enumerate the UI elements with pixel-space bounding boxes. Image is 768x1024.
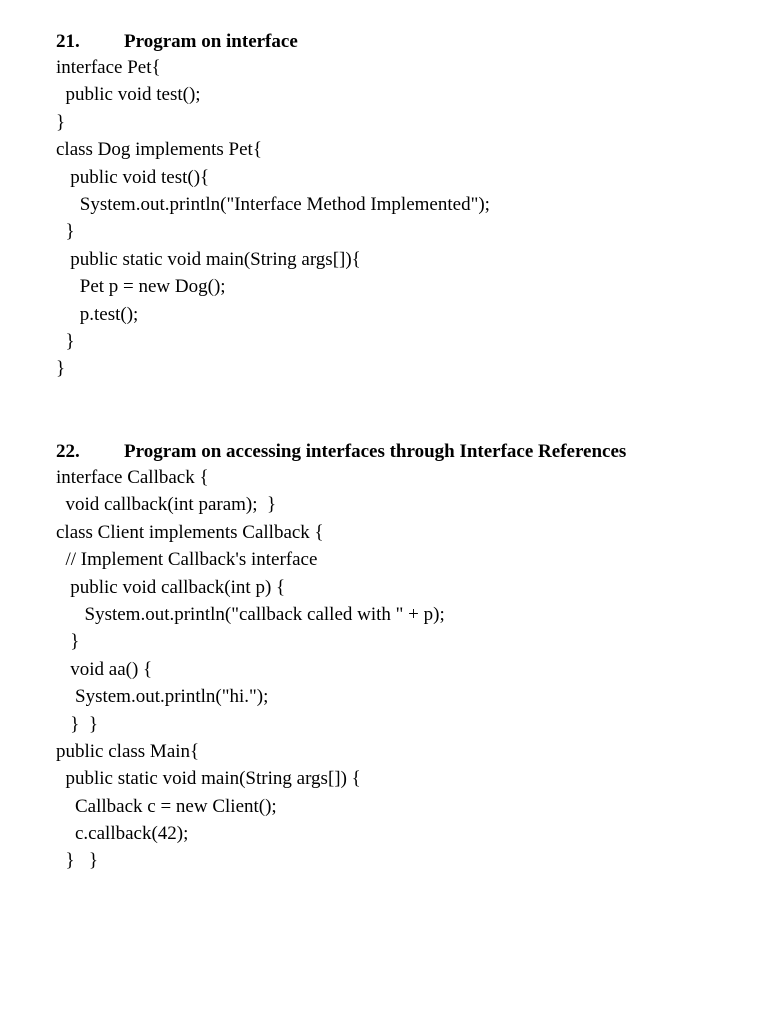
program-22-title: Program on accessing interfaces through Interface References [124, 441, 627, 462]
code-line: } [56, 358, 66, 380]
code-line: public void callback(int p) { [56, 576, 286, 598]
program-21-title: Program on interface [124, 31, 298, 52]
code-line: void aa() { [56, 658, 153, 680]
program-21-number: 21. [56, 31, 80, 52]
code-line: interface Callback { [56, 467, 209, 488]
code-line: public void test(); [56, 84, 201, 106]
code-line: System.out.println("callback called with " + p); [56, 603, 445, 625]
code-line: // Implement Callback's interface [56, 549, 318, 571]
code-line: c.callback(42); [56, 823, 189, 845]
code-line: Callback c = new Client(); [56, 795, 277, 817]
code-line: System.out.println("hi."); [56, 686, 269, 708]
program-21-heading [56, 30, 748, 54]
code-line: void callback(int param); } [56, 494, 277, 516]
code-line: } [56, 221, 75, 243]
program-21-code [56, 54, 748, 383]
code-line: interface Pet{ [56, 57, 161, 78]
code-line: class Client implements Callback { [56, 521, 324, 543]
program-22-code [56, 464, 748, 875]
code-line: } } [56, 713, 98, 735]
code-line: public void test(){ [56, 166, 210, 188]
code-line: } [56, 111, 66, 133]
code-line: } } [56, 850, 98, 872]
code-line: public static void main(String args[]) { [56, 768, 361, 790]
code-line: class Dog implements Pet{ [56, 139, 262, 161]
program-22-heading [56, 440, 748, 464]
code-line: } [56, 631, 80, 653]
code-line: public class Main{ [56, 740, 200, 762]
code-line: public static void main(String args[]){ [56, 248, 361, 270]
code-line: Pet p = new Dog(); [56, 276, 226, 298]
code-line: System.out.println("Interface Method Implemented"); [56, 193, 490, 215]
program-22-section [56, 440, 748, 875]
code-line: } [56, 330, 75, 352]
program-22-number: 22. [56, 441, 80, 462]
program-21-section [56, 30, 748, 383]
code-line: p.test(); [56, 303, 139, 325]
